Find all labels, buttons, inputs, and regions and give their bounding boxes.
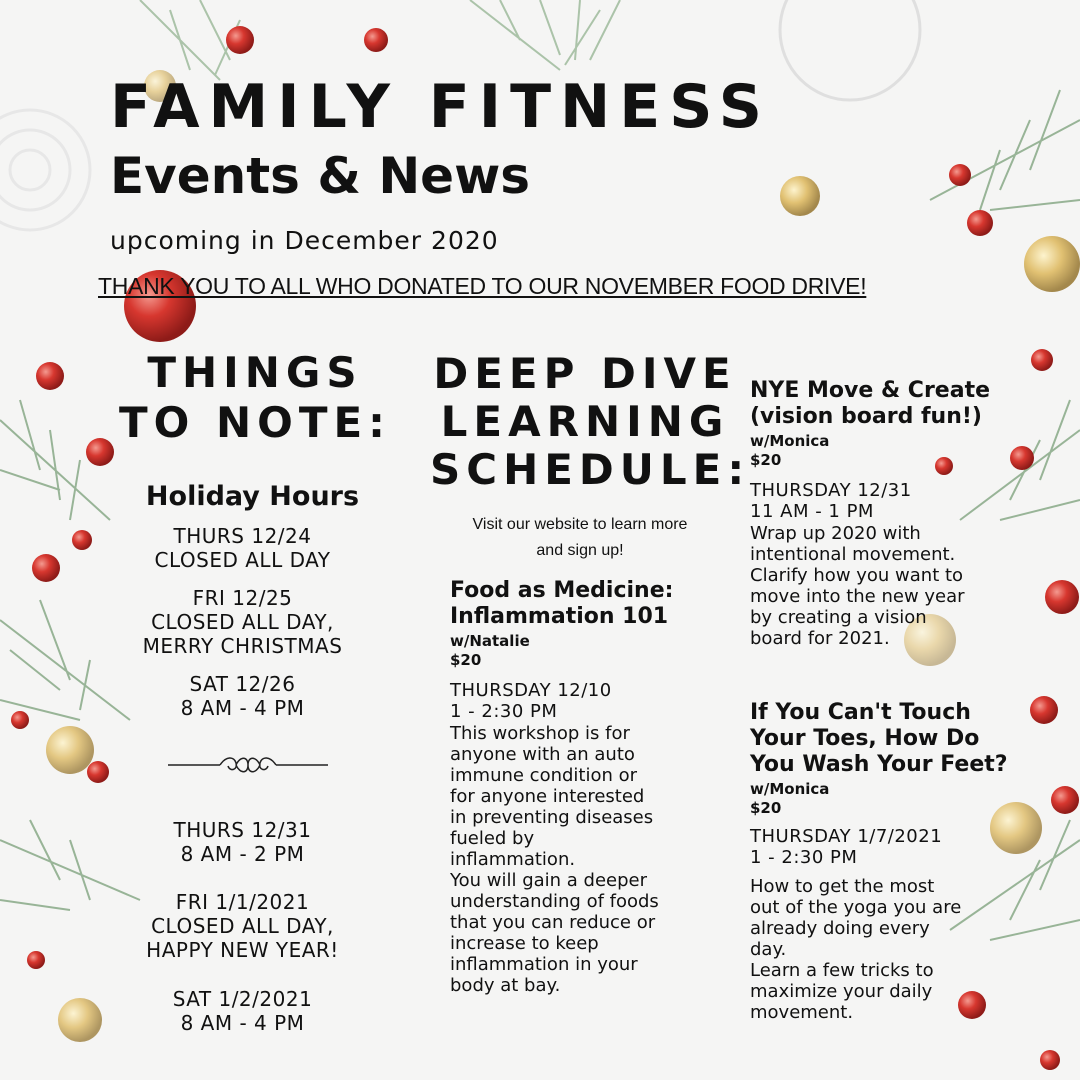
event-price: $20: [450, 651, 482, 669]
deep-dive-heading: DEEP DIVE LEARNING SCHEDULE:: [430, 349, 751, 494]
event-instructor: w/Natalie: [450, 632, 530, 650]
holiday-hours-entry: SAT 1/2/2021 8 AM - 4 PM: [172, 987, 313, 1035]
event-price: $20: [750, 451, 782, 469]
event-title: If You Can't Touch Your Toes, How Do You Wash Your Feet?: [750, 700, 1008, 777]
page-title: FAMILY FITNESS: [110, 72, 771, 142]
things-to-note-heading: THINGS TO NOTE:: [119, 348, 391, 447]
event-title: Food as Medicine: Inflammation 101: [450, 578, 674, 629]
holiday-hours-entry: THURS 12/31 8 AM - 2 PM: [173, 818, 312, 866]
event-description: This workshop is for anyone with an auto immune condition or for anyone interested in preventing diseases fueled by inflammation. You will gain a deeper understanding of foods that you can reduce or increase to keep inflammation in your body at bay.: [450, 723, 659, 996]
holiday-hours-entry: SAT 12/26 8 AM - 4 PM: [180, 672, 305, 720]
holiday-hours-entry: FRI 12/25 CLOSED ALL DAY, MERRY CHRISTMAS: [142, 586, 343, 658]
event-description: Wrap up 2020 with intentional movement. Clarify how you want to move into the new year by creating a vision board for 2021.: [750, 523, 965, 649]
page-subtitle: Events & News: [110, 147, 531, 205]
event-instructor: w/Monica: [750, 780, 830, 798]
event-description: How to get the most out of the yoga you are already doing every day. Learn a few tricks to maximize your daily movement.: [750, 876, 962, 1023]
event-title: NYE Move & Create (vision board fun!): [750, 378, 991, 429]
event-datetime: THURSDAY 12/10 1 - 2:30 PM: [450, 680, 612, 722]
ornamental-divider-icon: [168, 752, 328, 778]
holiday-hours-entry: THURS 12/24 CLOSED ALL DAY: [154, 524, 331, 572]
thank-you-banner: THANK YOU TO ALL WHO DONATED TO OUR NOVEMBER FOOD DRIVE!: [98, 273, 867, 299]
visit-website-note: Visit our website to learn more and sign up!: [472, 516, 688, 559]
holiday-hours-title: Holiday Hours: [145, 481, 360, 512]
event-datetime: THURSDAY 12/31 11 AM - 1 PM: [750, 480, 912, 522]
upcoming-label: upcoming in December 2020: [110, 226, 499, 255]
event-instructor: w/Monica: [750, 432, 830, 450]
event-datetime: THURSDAY 1/7/2021 1 - 2:30 PM: [750, 826, 943, 868]
event-price: $20: [750, 799, 782, 817]
holiday-hours-entry: FRI 1/1/2021 CLOSED ALL DAY, HAPPY NEW YEAR!: [146, 890, 339, 962]
